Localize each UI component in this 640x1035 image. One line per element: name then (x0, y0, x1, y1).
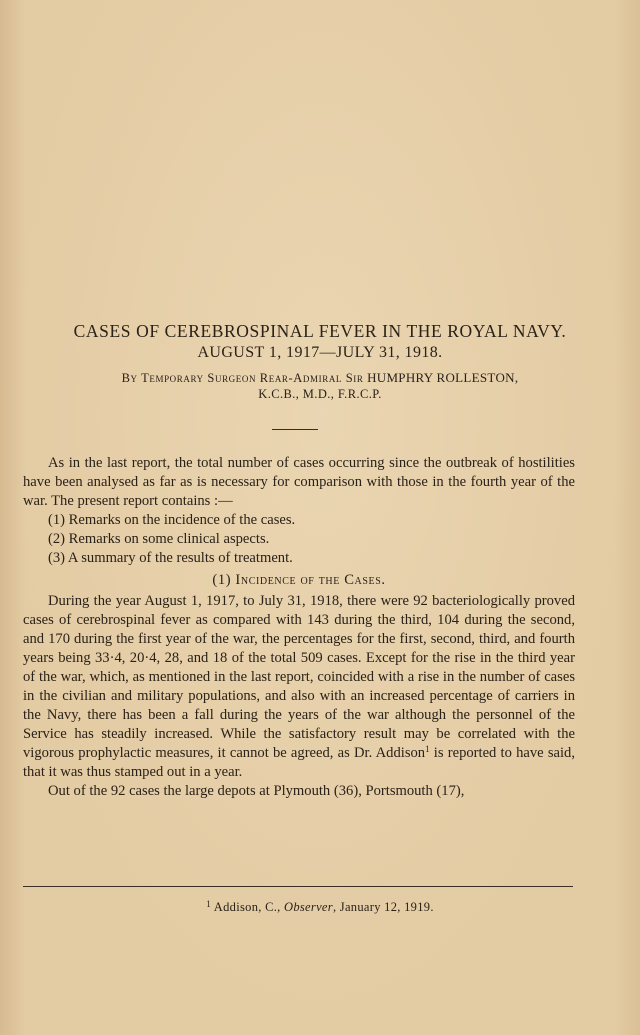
footnote-marker: 1 (206, 899, 212, 909)
list-item: (2) Remarks on some clinical aspects. (48, 531, 270, 547)
article-title: CASES OF CEREBROSPINAL FEVER IN THE ROYAL NAVY. (73, 321, 567, 341)
byline-prefix: By Temporary Surgeon Rear-Admiral Sir (121, 371, 364, 385)
section-heading: (1) Incidence of the Cases. (212, 572, 386, 588)
byline (0, 369, 640, 387)
paragraph-text: is reported to have said, that it was thus stamped out in a year. (23, 745, 575, 780)
paragraph-text: During the year August 1, 1917, to July 31, 1918, there were 92 bacteriologically proved cases of cerebrospinal fever as compared with 143 during the third, 104 during the second, and 170 during the first year of the war, the percentages for the first, second, third, and fourth years being 33·4, 20·4, 28, and 18 of the total 509 cases. Except for the rise in the third year of the war, which, as mentioned in the last report, coincided with a rise in the number of cases in the civilian and military populations, and also with an increased percentage of carriers in the Navy, there has been a fall during the years of the war although the personnel of the Service has steadily increased. While the satisfactory result may be correlated with the vigorous prophylactic measures, it cannot be agreed, as Dr. Addison (23, 593, 575, 761)
list-item: (3) A summary of the results of treatment. (48, 550, 293, 566)
footnote-date: , January 12, 1919. (332, 900, 434, 914)
contents-list (23, 511, 575, 568)
footnote-ref: 1 (425, 744, 430, 754)
footnote-text: Addison, C., (211, 900, 285, 914)
author-credentials: K.C.B., M.D., F.R.C.P. (258, 387, 382, 401)
footnote-rule (23, 886, 573, 887)
author-name: HUMPHRY ROLLESTON, (367, 370, 519, 385)
article-date-range: AUGUST 1, 1917—JULY 31, 1918. (197, 344, 443, 361)
footnote-source: Observer (284, 900, 333, 914)
article-body (23, 454, 575, 801)
intro-paragraph: As in the last report, the total number of cases occurring since the outbreak of hostilities have been analysed as far as is necessary for comparison with those in the fourth year of the war. The present report contains :— (23, 455, 575, 509)
depots-paragraph: Out of the 92 cases the large depots at Plymouth (36), Portsmouth (17), (48, 783, 465, 799)
incidence-paragraph (23, 592, 575, 782)
footnote (0, 899, 640, 915)
list-item: (1) Remarks on the incidence of the cases. (48, 512, 296, 528)
title-divider (272, 429, 318, 430)
